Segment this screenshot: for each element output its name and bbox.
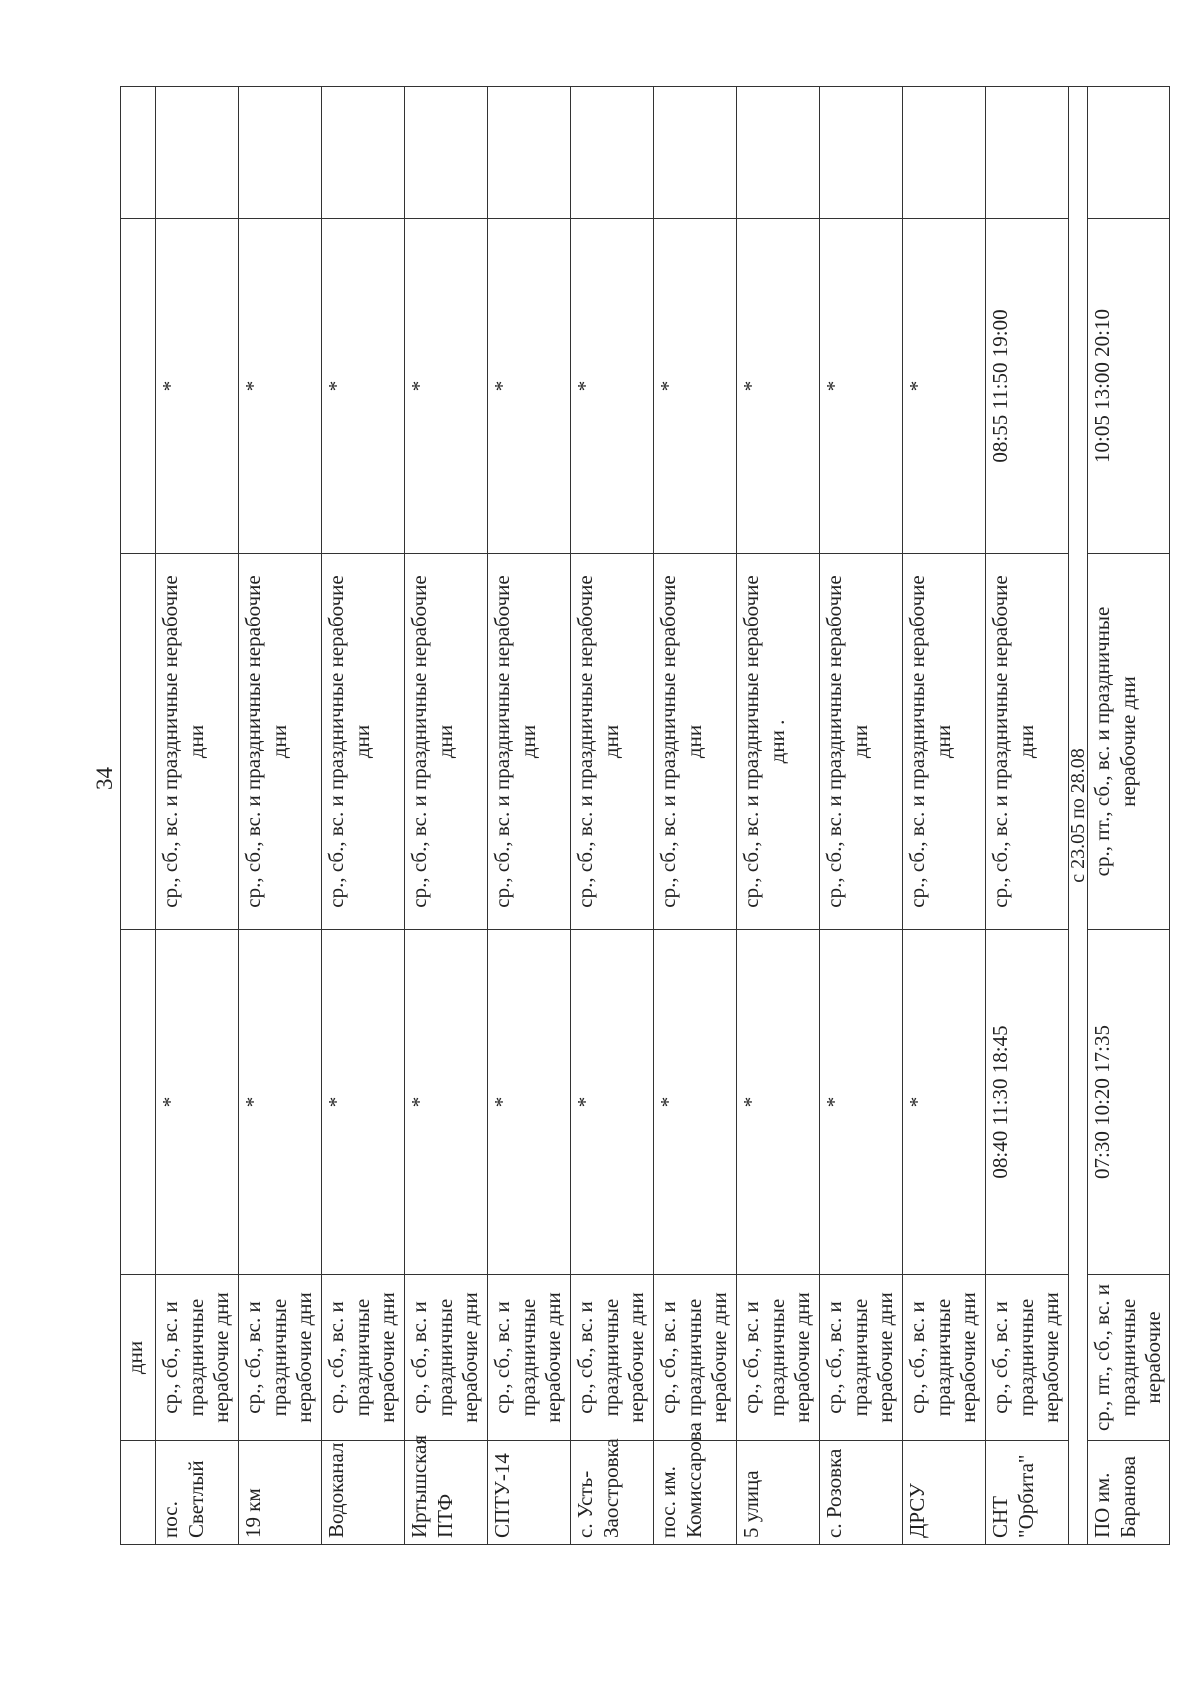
times-there-cell: * bbox=[322, 930, 405, 1275]
times-there-cell: * bbox=[488, 930, 571, 1275]
table-row bbox=[654, 87, 737, 1545]
stop-cell: с. Розовка bbox=[820, 1441, 903, 1545]
times-there-cell: * bbox=[903, 930, 986, 1275]
table-row bbox=[903, 87, 986, 1545]
days-there-cell: ср., сб., вс. и праздничные нерабочие дни bbox=[986, 1275, 1069, 1441]
days-there-cell: ср., сб., вс. и праздничные нерабочие дни bbox=[488, 1275, 571, 1441]
rotated-table-wrapper bbox=[120, 87, 1180, 1545]
table-row bbox=[488, 87, 571, 1545]
times-there-cell: * bbox=[737, 930, 820, 1275]
days-there-cell: ср., сб., вс. и праздничные нерабочие дни bbox=[571, 1275, 654, 1441]
blank-cell bbox=[903, 87, 986, 219]
times-back-cell: * bbox=[820, 219, 903, 554]
stop-cell: Водоканал bbox=[322, 1441, 405, 1545]
times-back-cell: * bbox=[239, 219, 322, 554]
days-back-cell: ср., сб., вс. и праздничные нерабочие дни bbox=[405, 554, 488, 930]
period-label: с 23.05 по 28.08 bbox=[1069, 87, 1088, 1545]
table-row bbox=[239, 87, 322, 1545]
table-row bbox=[571, 87, 654, 1545]
days-there-cell: ср., сб., вс. и праздничные нерабочие дни bbox=[322, 1275, 405, 1441]
blank-cell bbox=[488, 87, 571, 219]
days-there-cell: ср., сб., вс. и праздничные нерабочие дни bbox=[405, 1275, 488, 1441]
stop-cell: пос. Светлый bbox=[156, 1441, 239, 1545]
times-back-cell: 08:55 11:50 19:00 bbox=[986, 219, 1069, 554]
blank-cell bbox=[737, 87, 820, 219]
times-there-cell: * bbox=[571, 930, 654, 1275]
stop-cell: СПТУ-14 bbox=[488, 1441, 571, 1545]
table-row bbox=[1088, 87, 1170, 1545]
days-back-cell: ср., сб., вс. и праздничные нерабочие дни bbox=[488, 554, 571, 930]
times-there-cell: * bbox=[654, 930, 737, 1275]
stop-cell: ДРСУ bbox=[903, 1441, 986, 1545]
blank-cell bbox=[1088, 87, 1170, 219]
times-back-cell: * bbox=[156, 219, 239, 554]
times-back-cell: * bbox=[322, 219, 405, 554]
blank-cell bbox=[820, 87, 903, 219]
period-row bbox=[1069, 87, 1088, 1545]
times-back-cell: * bbox=[405, 219, 488, 554]
blank-cell bbox=[571, 87, 654, 219]
blank-cell bbox=[121, 87, 156, 219]
days-back-cell: ср., сб., вс. и праздничные нерабочие дни bbox=[239, 554, 322, 930]
times-there-cell: * bbox=[156, 930, 239, 1275]
times-back-cell bbox=[121, 219, 156, 554]
days-back-cell: ср., сб., вс. и праздничные нерабочие дни bbox=[571, 554, 654, 930]
times-there-cell: * bbox=[405, 930, 488, 1275]
stop-cell: СНТ "Орбита" bbox=[986, 1441, 1069, 1545]
stop-cell bbox=[121, 1441, 156, 1545]
days-back-cell: ср., сб., вс. и праздничные нерабочие дни bbox=[903, 554, 986, 930]
table-row bbox=[820, 87, 903, 1545]
days-back-cell: ср., сб., вс. и праздничные нерабочие дни bbox=[322, 554, 405, 930]
table-row bbox=[156, 87, 239, 1545]
times-there-cell bbox=[121, 930, 156, 1275]
times-there-cell: 07:30 10:20 17:35 bbox=[1088, 930, 1170, 1275]
stop-cell: 19 км bbox=[239, 1441, 322, 1545]
table-row bbox=[322, 87, 405, 1545]
days-there-cell: ср., сб., вс. и праздничные нерабочие дни bbox=[156, 1275, 239, 1441]
days-back-cell: ср., сб., вс. и праздничные нерабочие дни bbox=[156, 554, 239, 930]
schedule-table bbox=[120, 86, 1170, 1545]
days-back-cell: ср., сб., вс. и праздничные нерабочие дни bbox=[820, 554, 903, 930]
days-there-cell: ср., сб., вс. и праздничные нерабочие дни bbox=[737, 1275, 820, 1441]
times-there-cell: * bbox=[239, 930, 322, 1275]
days-back-cell: ср., сб., вс. и праздничные нерабочие дни bbox=[986, 554, 1069, 930]
stop-cell: ПО им. Баранова bbox=[1088, 1441, 1170, 1545]
days-there-cell: ср., сб., вс. и праздничные нерабочие дни bbox=[239, 1275, 322, 1441]
table-row bbox=[121, 87, 156, 1545]
days-there-cell: ср., сб., вс. и праздничные нерабочие дни bbox=[654, 1275, 737, 1441]
stop-cell: 5 улица bbox=[737, 1441, 820, 1545]
table-row bbox=[737, 87, 820, 1545]
days-there-cell: дни bbox=[121, 1275, 156, 1441]
blank-cell bbox=[654, 87, 737, 219]
times-there-cell: 08:40 11:30 18:45 bbox=[986, 930, 1069, 1275]
times-back-cell: * bbox=[654, 219, 737, 554]
times-there-cell: * bbox=[820, 930, 903, 1275]
blank-cell bbox=[239, 87, 322, 219]
blank-cell bbox=[405, 87, 488, 219]
days-back-cell: ср., пт., сб., вс. и праздничные нерабочие дни bbox=[1088, 554, 1170, 930]
times-back-cell: * bbox=[571, 219, 654, 554]
stop-cell: пос. им. Комиссарова bbox=[654, 1441, 737, 1545]
days-back-cell bbox=[121, 554, 156, 930]
blank-cell bbox=[322, 87, 405, 219]
blank-cell bbox=[156, 87, 239, 219]
days-back-cell: ср., сб., вс. и праздничные нерабочие дни bbox=[654, 554, 737, 930]
table-row bbox=[405, 87, 488, 1545]
blank-cell bbox=[986, 87, 1069, 219]
times-back-cell: * bbox=[903, 219, 986, 554]
days-there-cell: ср., сб., вс. и праздничные нерабочие дни bbox=[903, 1275, 986, 1441]
times-back-cell: 10:05 13:00 20:10 bbox=[1088, 219, 1170, 554]
page-number: 34 bbox=[92, 767, 117, 790]
days-there-cell: ср., сб., вс. и праздничные нерабочие дни bbox=[820, 1275, 903, 1441]
times-back-cell: * bbox=[488, 219, 571, 554]
days-there-cell: ср., пт., сб., вс. и праздничные нерабочие bbox=[1088, 1275, 1170, 1441]
stop-cell: Иртышская ПТФ bbox=[405, 1441, 488, 1545]
stop-cell: с. Усть-Заостровка bbox=[571, 1441, 654, 1545]
table-row bbox=[986, 87, 1069, 1545]
days-back-cell: ср., сб., вс. и праздничные нерабочие дни . bbox=[737, 554, 820, 930]
times-back-cell: * bbox=[737, 219, 820, 554]
